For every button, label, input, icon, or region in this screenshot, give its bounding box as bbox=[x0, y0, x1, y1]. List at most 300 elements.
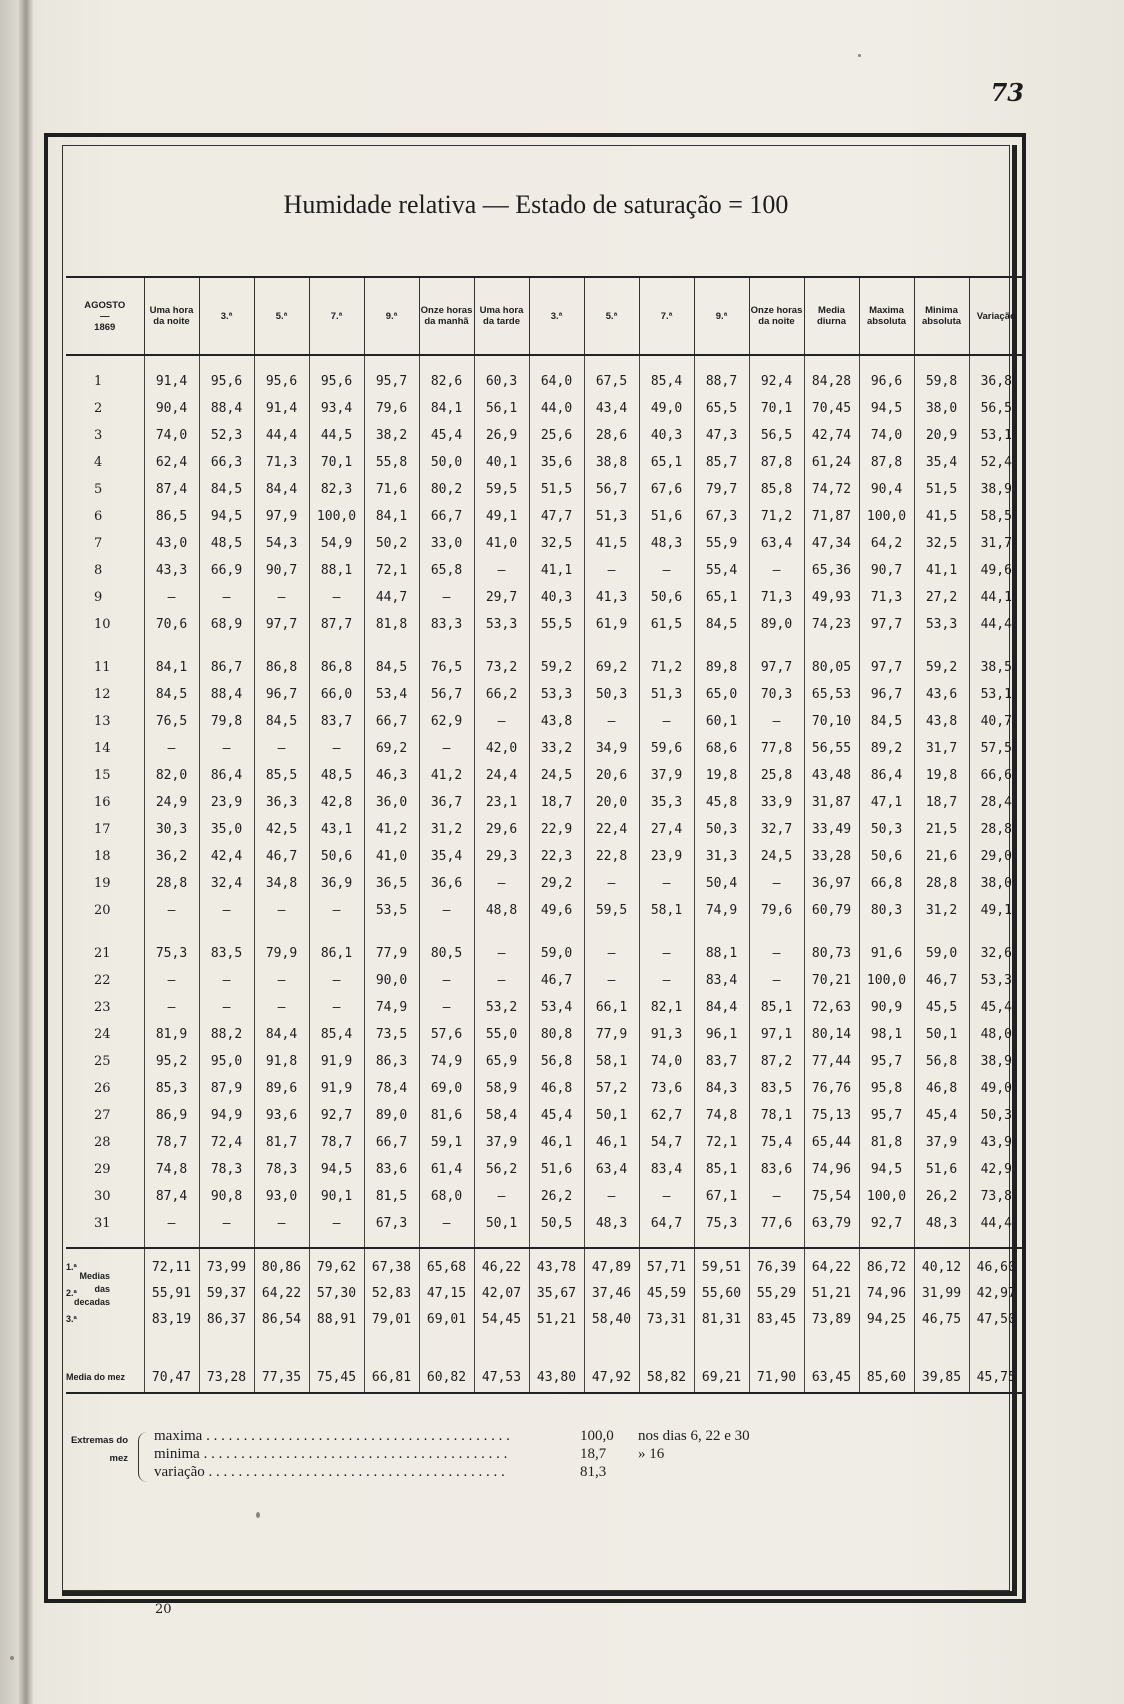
value-cell: 73,6 bbox=[639, 1075, 694, 1102]
value-cell: 84,5 bbox=[694, 611, 749, 638]
extreme-name: maxima bbox=[154, 1428, 203, 1444]
spacer-cell bbox=[66, 924, 144, 940]
value-cell: 47,50 bbox=[969, 1306, 1023, 1332]
value-cell: 53,5 bbox=[364, 897, 419, 924]
spacer-cell bbox=[199, 924, 254, 940]
spacer-cell bbox=[474, 1332, 529, 1362]
extreme-value: 100,0 bbox=[580, 1428, 614, 1444]
spacer-cell bbox=[364, 1237, 419, 1248]
month-label: AGOSTO bbox=[84, 299, 126, 311]
value-cell: 45,4 bbox=[529, 1102, 584, 1129]
value-cell: 18,7 bbox=[529, 789, 584, 816]
value-cell: 96,1 bbox=[694, 1021, 749, 1048]
value-cell: 97,1 bbox=[749, 1021, 804, 1048]
value-cell: 64,0 bbox=[529, 368, 584, 395]
value-cell: — bbox=[639, 557, 694, 584]
value-cell: 60,3 bbox=[474, 368, 529, 395]
value-cell: 65,0 bbox=[694, 681, 749, 708]
value-cell: 83,45 bbox=[749, 1306, 804, 1332]
table-row bbox=[66, 654, 1023, 681]
extreme-note: » 16 bbox=[638, 1446, 665, 1462]
value-cell: 45,5 bbox=[914, 994, 969, 1021]
value-cell: 29,0 bbox=[969, 843, 1023, 870]
value-cell: — bbox=[639, 870, 694, 897]
paper-stain bbox=[10, 1656, 14, 1660]
value-cell: — bbox=[144, 994, 199, 1021]
table-row bbox=[66, 422, 1023, 449]
dot-leader: variação . . . . . . . . . . . . . . . . . . . . . . . . . . . . . . . . . . . . . . . . bbox=[154, 1464, 505, 1480]
value-cell: 41,5 bbox=[914, 503, 969, 530]
spacer-cell bbox=[749, 638, 804, 654]
spacer-row bbox=[66, 638, 1023, 654]
value-cell: 71,6 bbox=[364, 476, 419, 503]
value-cell: 56,7 bbox=[419, 681, 474, 708]
spacer-cell bbox=[254, 638, 309, 654]
value-cell: 51,5 bbox=[914, 476, 969, 503]
value-cell: 87,8 bbox=[749, 449, 804, 476]
value-cell: 24,5 bbox=[749, 843, 804, 870]
value-cell: — bbox=[309, 735, 364, 762]
value-cell: 75,4 bbox=[749, 1129, 804, 1156]
value-cell: 43,48 bbox=[804, 762, 859, 789]
value-cell: 74,96 bbox=[804, 1156, 859, 1183]
value-cell: 74,0 bbox=[639, 1048, 694, 1075]
value-cell: 43,78 bbox=[529, 1248, 584, 1280]
spacer-cell bbox=[419, 638, 474, 654]
value-cell: 88,1 bbox=[694, 940, 749, 967]
value-cell: 47,34 bbox=[804, 530, 859, 557]
spacer-cell bbox=[584, 1237, 639, 1248]
value-cell: 56,8 bbox=[914, 1048, 969, 1075]
value-cell: — bbox=[144, 1210, 199, 1237]
spacer-row bbox=[66, 924, 1023, 940]
spacer-cell bbox=[364, 638, 419, 654]
value-cell: 74,96 bbox=[859, 1280, 914, 1306]
value-cell: 78,7 bbox=[309, 1129, 364, 1156]
row-label: 16 bbox=[94, 795, 111, 810]
row-label: 6 bbox=[94, 509, 103, 524]
value-cell: 84,5 bbox=[144, 681, 199, 708]
row-label: 1.ª bbox=[66, 1261, 77, 1272]
row-label: 21 bbox=[94, 946, 111, 961]
spacer-cell bbox=[419, 1332, 474, 1362]
spacer-cell bbox=[694, 924, 749, 940]
value-cell: 55,8 bbox=[364, 449, 419, 476]
value-cell: 30,3 bbox=[144, 816, 199, 843]
value-cell: 68,6 bbox=[694, 735, 749, 762]
value-cell: 24,5 bbox=[529, 762, 584, 789]
value-cell: 100,0 bbox=[859, 967, 914, 994]
dot-leader: maxima . . . . . . . . . . . . . . . . . . . . . . . . . . . . . . . . . . . . . . . . . bbox=[154, 1428, 510, 1444]
value-cell: 29,2 bbox=[529, 870, 584, 897]
value-cell: 84,4 bbox=[254, 476, 309, 503]
value-cell: 77,44 bbox=[804, 1048, 859, 1075]
value-cell: — bbox=[144, 967, 199, 994]
value-cell: 78,7 bbox=[144, 1129, 199, 1156]
value-cell: 72,1 bbox=[694, 1129, 749, 1156]
value-cell: 70,47 bbox=[144, 1362, 199, 1393]
value-cell: 71,90 bbox=[749, 1362, 804, 1393]
spacer-cell bbox=[199, 1237, 254, 1248]
value-cell: 53,2 bbox=[474, 994, 529, 1021]
value-cell: 38,0 bbox=[969, 870, 1023, 897]
value-cell: 55,4 bbox=[694, 557, 749, 584]
value-cell: 75,45 bbox=[309, 1362, 364, 1393]
value-cell: 88,2 bbox=[199, 1021, 254, 1048]
value-cell: 98,1 bbox=[859, 1021, 914, 1048]
row-label: 28 bbox=[94, 1135, 111, 1150]
spacer-cell bbox=[66, 1332, 144, 1362]
value-cell: 79,62 bbox=[309, 1248, 364, 1280]
value-cell: 91,6 bbox=[859, 940, 914, 967]
spacer-cell bbox=[639, 638, 694, 654]
value-cell: 42,97 bbox=[969, 1280, 1023, 1306]
value-cell: 36,8 bbox=[969, 368, 1023, 395]
value-cell: 92,7 bbox=[309, 1102, 364, 1129]
spacer-cell bbox=[419, 924, 474, 940]
value-cell: 36,7 bbox=[419, 789, 474, 816]
value-cell: 33,2 bbox=[529, 735, 584, 762]
value-cell: 80,14 bbox=[804, 1021, 859, 1048]
value-cell: 67,3 bbox=[364, 1210, 419, 1237]
value-cell: 53,3 bbox=[529, 681, 584, 708]
value-cell: 66,7 bbox=[364, 1129, 419, 1156]
column-header: Uma hora da tarde bbox=[474, 277, 529, 355]
page-number: 73 bbox=[990, 78, 1024, 107]
value-cell: 36,9 bbox=[309, 870, 364, 897]
value-cell: 59,2 bbox=[529, 654, 584, 681]
value-cell: 36,5 bbox=[364, 870, 419, 897]
value-cell: — bbox=[254, 967, 309, 994]
value-cell: — bbox=[199, 994, 254, 1021]
value-cell: 60,82 bbox=[419, 1362, 474, 1393]
table-row bbox=[66, 1210, 1023, 1237]
value-cell: 82,3 bbox=[309, 476, 364, 503]
value-cell: 47,7 bbox=[529, 503, 584, 530]
table-row bbox=[66, 476, 1023, 503]
table-row bbox=[66, 368, 1023, 395]
value-cell: 70,45 bbox=[804, 395, 859, 422]
value-cell: — bbox=[419, 967, 474, 994]
value-cell: — bbox=[199, 1210, 254, 1237]
value-cell: 27,2 bbox=[914, 584, 969, 611]
row-label: 3.ª bbox=[66, 1313, 77, 1324]
value-cell: 50,3 bbox=[859, 816, 914, 843]
value-cell: 51,6 bbox=[529, 1156, 584, 1183]
value-cell: — bbox=[199, 584, 254, 611]
spacer-cell bbox=[254, 1237, 309, 1248]
value-cell: — bbox=[254, 584, 309, 611]
value-cell: 87,4 bbox=[144, 476, 199, 503]
value-cell: 78,4 bbox=[364, 1075, 419, 1102]
value-cell: 85,60 bbox=[859, 1362, 914, 1393]
value-cell: 100,0 bbox=[859, 503, 914, 530]
value-cell: 95,6 bbox=[254, 368, 309, 395]
value-cell: 66,7 bbox=[364, 708, 419, 735]
value-cell: 47,89 bbox=[584, 1248, 639, 1280]
value-cell: 51,5 bbox=[529, 476, 584, 503]
value-cell: 56,8 bbox=[529, 1048, 584, 1075]
row-label: 1 bbox=[94, 374, 103, 389]
value-cell: 90,7 bbox=[254, 557, 309, 584]
value-cell: 95,2 bbox=[144, 1048, 199, 1075]
value-cell: 51,3 bbox=[639, 681, 694, 708]
value-cell: 65,9 bbox=[474, 1048, 529, 1075]
value-cell: 27,4 bbox=[639, 816, 694, 843]
value-cell: 93,6 bbox=[254, 1102, 309, 1129]
value-cell: 91,9 bbox=[309, 1075, 364, 1102]
value-cell: 83,5 bbox=[749, 1075, 804, 1102]
value-cell: 64,2 bbox=[859, 530, 914, 557]
value-cell: 83,7 bbox=[309, 708, 364, 735]
value-cell: 63,4 bbox=[749, 530, 804, 557]
value-cell: — bbox=[474, 1183, 529, 1210]
value-cell: 53,3 bbox=[914, 611, 969, 638]
value-cell: 60,1 bbox=[694, 708, 749, 735]
value-cell: 52,4 bbox=[969, 449, 1023, 476]
value-cell: 90,4 bbox=[859, 476, 914, 503]
value-cell: 59,5 bbox=[584, 897, 639, 924]
value-cell: 71,3 bbox=[859, 584, 914, 611]
value-cell: 76,76 bbox=[804, 1075, 859, 1102]
spacer-cell bbox=[694, 638, 749, 654]
value-cell: 97,9 bbox=[254, 503, 309, 530]
value-cell: 67,6 bbox=[639, 476, 694, 503]
value-cell: 54,45 bbox=[474, 1306, 529, 1332]
value-cell: 80,73 bbox=[804, 940, 859, 967]
value-cell: 25,8 bbox=[749, 762, 804, 789]
table-row bbox=[66, 735, 1023, 762]
value-cell: 43,8 bbox=[914, 708, 969, 735]
row-label: 11 bbox=[94, 660, 111, 675]
value-cell: 46,22 bbox=[474, 1248, 529, 1280]
value-cell: 19,8 bbox=[914, 762, 969, 789]
value-cell: 37,46 bbox=[584, 1280, 639, 1306]
table-row bbox=[66, 395, 1023, 422]
value-cell: 70,1 bbox=[749, 395, 804, 422]
value-cell: 80,05 bbox=[804, 654, 859, 681]
value-cell: 50,6 bbox=[639, 584, 694, 611]
table-row bbox=[66, 1183, 1023, 1210]
value-cell: 94,25 bbox=[859, 1306, 914, 1332]
spacer-cell bbox=[474, 1237, 529, 1248]
value-cell: 83,6 bbox=[749, 1156, 804, 1183]
value-cell: 92,4 bbox=[749, 368, 804, 395]
value-cell: 71,3 bbox=[254, 449, 309, 476]
value-cell: 38,8 bbox=[584, 449, 639, 476]
value-cell: 62,9 bbox=[419, 708, 474, 735]
value-cell: 75,3 bbox=[144, 940, 199, 967]
value-cell: 37,9 bbox=[914, 1129, 969, 1156]
spacer-cell bbox=[309, 1332, 364, 1362]
table-row bbox=[66, 1129, 1023, 1156]
value-cell: 53,4 bbox=[364, 681, 419, 708]
value-cell: 31,2 bbox=[419, 816, 474, 843]
table-row bbox=[66, 1156, 1023, 1183]
value-cell: 66,81 bbox=[364, 1362, 419, 1393]
row-label: 27 bbox=[94, 1108, 111, 1123]
value-cell: 50,3 bbox=[969, 1102, 1023, 1129]
value-cell: 74,23 bbox=[804, 611, 859, 638]
value-cell: 97,7 bbox=[859, 654, 914, 681]
value-cell: 46,7 bbox=[254, 843, 309, 870]
value-cell: — bbox=[639, 940, 694, 967]
value-cell: 84,3 bbox=[694, 1075, 749, 1102]
table-row bbox=[66, 789, 1023, 816]
value-cell: 67,38 bbox=[364, 1248, 419, 1280]
row-label: 5 bbox=[94, 482, 103, 497]
value-cell: 79,6 bbox=[364, 395, 419, 422]
value-cell: 50,1 bbox=[584, 1102, 639, 1129]
value-cell: 50,5 bbox=[529, 1210, 584, 1237]
value-cell: 29,7 bbox=[474, 584, 529, 611]
value-cell: 90,7 bbox=[859, 557, 914, 584]
value-cell: 56,5 bbox=[969, 395, 1023, 422]
spacer-cell bbox=[309, 1237, 364, 1248]
value-cell: 33,0 bbox=[419, 530, 474, 557]
spacer-cell bbox=[859, 1332, 914, 1362]
value-cell: — bbox=[749, 1183, 804, 1210]
spacer-cell bbox=[969, 355, 1023, 368]
value-cell: 23,9 bbox=[639, 843, 694, 870]
value-cell: 68,9 bbox=[199, 611, 254, 638]
row-label: 2.ª bbox=[66, 1287, 77, 1298]
value-cell: 89,2 bbox=[859, 735, 914, 762]
value-cell: 84,5 bbox=[364, 654, 419, 681]
column-header: Minima absoluta bbox=[914, 277, 969, 355]
table-title: Humidade relativa — Estado de saturação = 100 bbox=[283, 190, 789, 219]
value-cell: 33,9 bbox=[749, 789, 804, 816]
table-row bbox=[66, 1102, 1023, 1129]
value-cell: 61,9 bbox=[584, 611, 639, 638]
value-cell: 43,0 bbox=[144, 530, 199, 557]
value-cell: 38,0 bbox=[914, 395, 969, 422]
value-cell: — bbox=[419, 735, 474, 762]
value-cell: 58,1 bbox=[639, 897, 694, 924]
spacer-cell bbox=[694, 355, 749, 368]
column-header: Uma hora da noite bbox=[144, 277, 199, 355]
value-cell: 66,8 bbox=[859, 870, 914, 897]
value-cell: 22,3 bbox=[529, 843, 584, 870]
spacer-cell bbox=[914, 355, 969, 368]
value-cell: 54,3 bbox=[254, 530, 309, 557]
value-cell: 44,0 bbox=[529, 395, 584, 422]
value-cell: — bbox=[474, 870, 529, 897]
value-cell: 22,9 bbox=[529, 816, 584, 843]
spacer-cell bbox=[969, 1332, 1023, 1362]
row-label: 31 bbox=[94, 1216, 111, 1231]
value-cell: — bbox=[749, 708, 804, 735]
value-cell: — bbox=[639, 1183, 694, 1210]
spacer-cell bbox=[859, 638, 914, 654]
spacer-cell bbox=[254, 355, 309, 368]
row-label: 18 bbox=[94, 849, 111, 864]
value-cell: 69,01 bbox=[419, 1306, 474, 1332]
value-cell: 31,2 bbox=[914, 897, 969, 924]
value-cell: 56,55 bbox=[804, 735, 859, 762]
column-header: 3.ª bbox=[199, 277, 254, 355]
paper-stain bbox=[858, 54, 861, 57]
value-cell: 73,99 bbox=[199, 1248, 254, 1280]
value-cell: 48,5 bbox=[199, 530, 254, 557]
value-cell: 77,8 bbox=[749, 735, 804, 762]
value-cell: 21,6 bbox=[914, 843, 969, 870]
value-cell: 88,7 bbox=[694, 368, 749, 395]
value-cell: 61,5 bbox=[639, 611, 694, 638]
value-cell: 37,9 bbox=[639, 762, 694, 789]
row-label: 10 bbox=[94, 617, 111, 632]
value-cell: 69,2 bbox=[364, 735, 419, 762]
value-cell: 73,28 bbox=[199, 1362, 254, 1393]
value-cell: — bbox=[584, 967, 639, 994]
value-cell: 78,1 bbox=[749, 1102, 804, 1129]
table-row bbox=[66, 816, 1023, 843]
spacer-cell bbox=[199, 638, 254, 654]
value-cell: 28,8 bbox=[914, 870, 969, 897]
value-cell: 96,7 bbox=[254, 681, 309, 708]
value-cell: 44,1 bbox=[969, 584, 1023, 611]
value-cell: 41,3 bbox=[584, 584, 639, 611]
value-cell: 32,5 bbox=[914, 530, 969, 557]
value-cell: 44,4 bbox=[969, 1210, 1023, 1237]
value-cell: 50,3 bbox=[584, 681, 639, 708]
value-cell: 73,8 bbox=[969, 1183, 1023, 1210]
value-cell: 74,9 bbox=[694, 897, 749, 924]
column-header: 5.ª bbox=[584, 277, 639, 355]
value-cell: 86,3 bbox=[364, 1048, 419, 1075]
value-cell: 75,3 bbox=[694, 1210, 749, 1237]
value-cell: 83,5 bbox=[199, 940, 254, 967]
value-cell: 81,9 bbox=[144, 1021, 199, 1048]
value-cell: 31,7 bbox=[914, 735, 969, 762]
value-cell: 79,9 bbox=[254, 940, 309, 967]
value-cell: 39,85 bbox=[914, 1362, 969, 1393]
value-cell: 32,5 bbox=[529, 530, 584, 557]
table-row bbox=[66, 611, 1023, 638]
value-cell: 53,3 bbox=[474, 611, 529, 638]
table-body bbox=[66, 355, 1023, 1393]
row-label: 17 bbox=[94, 822, 111, 837]
value-cell: 84,4 bbox=[254, 1021, 309, 1048]
value-cell: 48,8 bbox=[474, 897, 529, 924]
value-cell: 89,0 bbox=[749, 611, 804, 638]
value-cell: 43,6 bbox=[914, 681, 969, 708]
value-cell: 85,1 bbox=[749, 994, 804, 1021]
value-cell: 49,93 bbox=[804, 584, 859, 611]
spacer-cell bbox=[694, 1332, 749, 1362]
extreme-name: variação bbox=[154, 1464, 205, 1480]
spacer-cell bbox=[144, 1237, 199, 1248]
value-cell: 85,4 bbox=[639, 368, 694, 395]
value-cell: — bbox=[309, 584, 364, 611]
value-cell: 48,3 bbox=[914, 1210, 969, 1237]
value-cell: 74,9 bbox=[364, 994, 419, 1021]
value-cell: 87,2 bbox=[749, 1048, 804, 1075]
value-cell: 94,9 bbox=[199, 1102, 254, 1129]
value-cell: 62,7 bbox=[639, 1102, 694, 1129]
value-cell: 59,51 bbox=[694, 1248, 749, 1280]
value-cell: 77,9 bbox=[364, 940, 419, 967]
value-cell: 48,3 bbox=[584, 1210, 639, 1237]
value-cell: 79,01 bbox=[364, 1306, 419, 1332]
table-row bbox=[66, 681, 1023, 708]
value-cell: 85,8 bbox=[749, 476, 804, 503]
value-cell: 76,5 bbox=[419, 654, 474, 681]
value-cell: 74,0 bbox=[144, 422, 199, 449]
value-cell: 86,7 bbox=[199, 654, 254, 681]
value-cell: 40,7 bbox=[969, 708, 1023, 735]
spacer-row bbox=[66, 1237, 1023, 1248]
